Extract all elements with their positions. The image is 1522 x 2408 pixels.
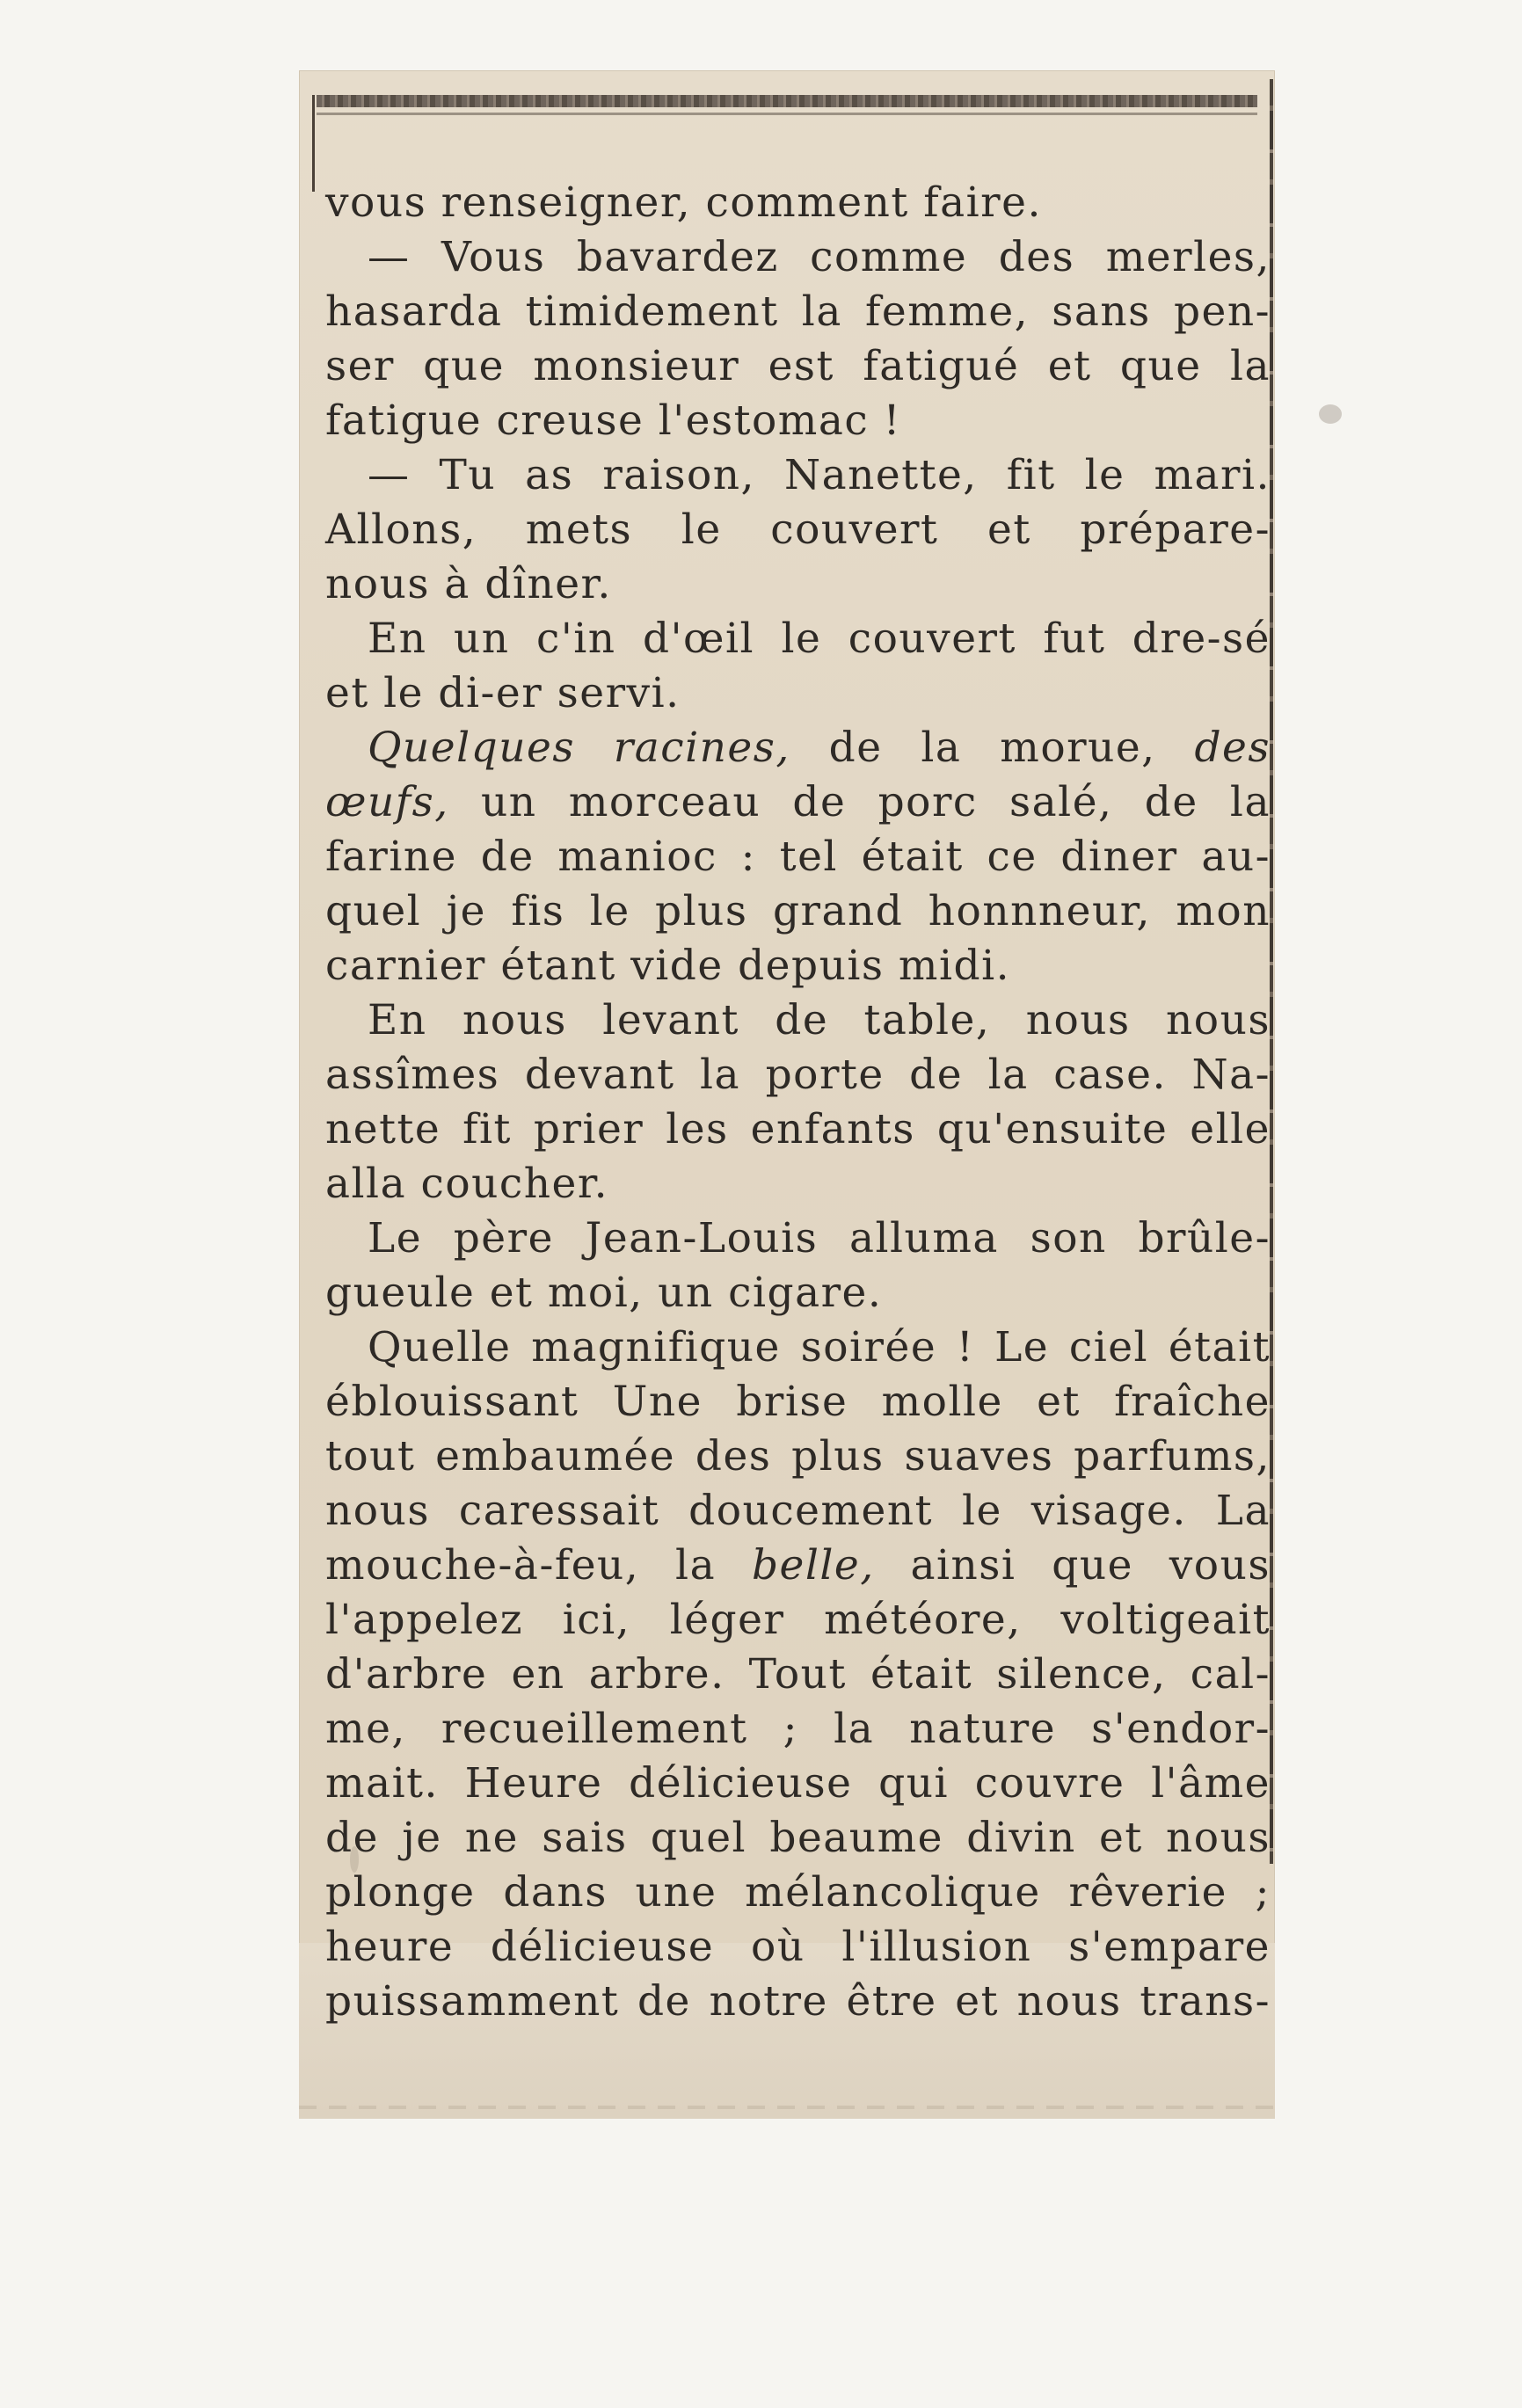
article-line-text: En nous levant de table, nous nous [368, 996, 1271, 1044]
article-line [325, 285, 1271, 339]
article-line [325, 394, 1271, 448]
article-line-text: me, recueillement ; la nature s'endor- [325, 1705, 1271, 1753]
article-line-text: éblouissant Une brise molle et fraîche [325, 1378, 1271, 1426]
article-line [325, 1811, 1271, 1866]
article-line [325, 1484, 1271, 1539]
article-line [325, 503, 1271, 557]
article-line [325, 557, 1271, 612]
article-line [325, 884, 1271, 939]
ink-smudge [1319, 404, 1342, 424]
article-text [325, 176, 1271, 2029]
article-line-text: puissamment de notre être et nous trans- [325, 1977, 1271, 2026]
article-line [325, 1266, 1271, 1320]
article-line [325, 1102, 1271, 1157]
top-border-rule [317, 95, 1257, 107]
article-line-text: de je ne sais quel beaume divin et nous [325, 1814, 1271, 1862]
article-line [325, 1702, 1271, 1757]
article-line-text: et le di-er servi. [325, 669, 681, 717]
article-line [325, 939, 1271, 993]
article-line-text: fatigue creuse l'estomac ! [325, 396, 902, 445]
article-line-text: En un c'in d'œil le couvert fut dre-sé [368, 615, 1271, 663]
article-line [325, 1648, 1271, 1702]
article-line-text: Allons, mets le couvert et prépare- [325, 506, 1271, 554]
article-line [325, 775, 1271, 830]
article-line-text: — Vous bavardez comme des merles, [368, 233, 1271, 281]
article-line [325, 993, 1271, 1048]
article-line [325, 1975, 1271, 2029]
article-line [325, 1593, 1271, 1648]
left-border-rule [312, 95, 315, 192]
article-line [325, 1048, 1271, 1102]
article-line-text: d'arbre en arbre. Tout était silence, cal- [325, 1650, 1271, 1699]
article-line [325, 666, 1271, 721]
article-line-text: plonge dans une mélancolique rêverie ; [325, 1868, 1271, 1917]
article-line-text: alla coucher. [325, 1160, 609, 1208]
article-line [325, 1157, 1271, 1211]
article-line-text: heure délicieuse où l'illusion s'empare [325, 1923, 1271, 1971]
article-line [325, 1539, 1271, 1593]
article-line-text: farine de manioc : tel était ce diner au- [325, 833, 1271, 881]
article-line [325, 612, 1271, 666]
article-line-text: nous à dîner. [325, 560, 612, 608]
bottom-torn-edge [299, 2106, 1275, 2109]
article-line-text: mouche-à-feu, la belle, ainsi que vous [325, 1541, 1271, 1590]
article-line [325, 1211, 1271, 1266]
article-line [325, 1320, 1271, 1375]
article-line [325, 1920, 1271, 1975]
article-line-text: Quelques racines, de la morue, des [368, 724, 1271, 772]
article-line-text: nous caressait doucement le visage. La [325, 1487, 1271, 1535]
article-line [325, 448, 1271, 503]
article-line-text: œufs, un morceau de porc salé, de la [325, 778, 1271, 826]
article-line [325, 230, 1271, 285]
article-line [325, 721, 1271, 775]
article-line [325, 1757, 1271, 1811]
article-line-text: Quelle magnifique soirée ! Le ciel était [368, 1323, 1271, 1371]
article-line [325, 339, 1271, 394]
article-line-text: — Tu as raison, Nanette, fit le mari. [368, 451, 1271, 499]
article-line-text: vous renseigner, comment faire. [325, 178, 1042, 227]
article-line-text: gueule et moi, un cigare. [325, 1269, 883, 1317]
article-line-text: nette fit prier les enfants qu'ensuite elle [325, 1105, 1271, 1153]
article-line-text: ser que monsieur est fatigué et que la [325, 342, 1271, 390]
article-line-text: hasarda timidement la femme, sans pen- [325, 287, 1271, 336]
article-line-text: l'appelez ici, léger météore, voltigeait [325, 1596, 1271, 1644]
article-line [325, 1375, 1271, 1430]
article-line [325, 176, 1271, 230]
top-border-thin-rule [317, 113, 1257, 115]
article-line-text: mait. Heure délicieuse qui couvre l'âme [325, 1759, 1271, 1808]
article-line [325, 830, 1271, 884]
article-line-text: assîmes devant la porte de la case. Na- [325, 1051, 1271, 1099]
article-line-text: tout embaumée des plus suaves parfums, [325, 1432, 1271, 1480]
article-line-text: carnier étant vide depuis midi. [325, 942, 1011, 990]
article-line-text: Le père Jean-Louis alluma son brûle- [368, 1214, 1271, 1262]
article-line-text: quel je fis le plus grand honnneur, mon [325, 887, 1271, 935]
article-line [325, 1866, 1271, 1920]
article-line [325, 1430, 1271, 1484]
